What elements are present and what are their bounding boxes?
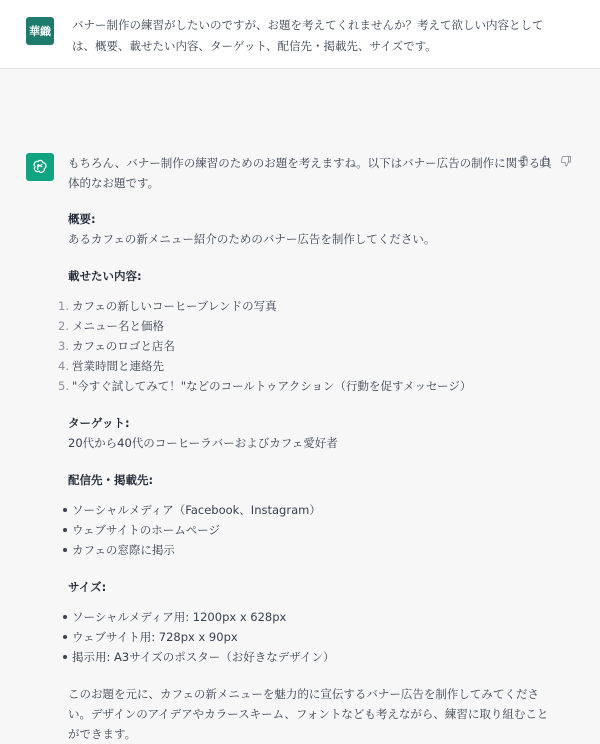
list-item (72, 647, 556, 667)
user-message-text: バナー制作の練習がしたいのですが、お題を考えてくれませんか？考えて欲しい内容としては、概要、載せたい内容、ターゲット、配信先・掲載先、サイズです。 (72, 18, 544, 53)
list-item-text: カフェの窓際に掲示 (72, 543, 175, 557)
thumbs-down-icon[interactable] (560, 155, 572, 167)
list-item-text: ソーシャルメディア用: 1200px x 628px (72, 610, 287, 624)
list-item-text: ウェブサイトのホームページ (72, 523, 221, 537)
user-avatar: 華織 (26, 17, 54, 45)
list-number: 3. (58, 339, 69, 353)
assistant-message (0, 69, 600, 741)
overview-text: あるカフェの新メニュー紹介のためのバナー広告を制作してください。 (68, 232, 436, 246)
target-section (68, 413, 556, 453)
bullet (63, 508, 67, 512)
target-text: 20代から40代のコーヒーラバーおよびカフェ愛好者 (68, 436, 338, 450)
overview-heading: 概要: (68, 212, 96, 226)
list-item-text: メニュー名と価格 (72, 319, 164, 333)
channels-section (68, 470, 556, 560)
list-number: 1. (58, 299, 69, 313)
list-item (58, 356, 556, 376)
list-item-text: カフェの新しいコーヒーブレンドの写真 (72, 299, 277, 313)
bullet (63, 528, 67, 532)
size-list (72, 607, 556, 667)
overview-section (68, 209, 556, 249)
content-section (58, 266, 556, 396)
bullet (63, 635, 67, 639)
list-item (72, 607, 556, 627)
list-item (58, 336, 556, 356)
channels-list (72, 500, 556, 560)
list-number: 4. (58, 359, 69, 373)
list-item-text: "今すぐ試してみて！"などのコールトゥアクション（行動を促すメッセージ） (72, 379, 472, 393)
list-item-text: ウェブサイト用: 728px x 90px (72, 630, 238, 644)
list-item (72, 520, 556, 540)
list-item-text: 営業時間と連絡先 (72, 359, 164, 373)
list-item-text: カフェのロゴと店名 (72, 339, 175, 353)
intro-text: もちろん、バナー制作の練習のためのお題を考えますね。以下はバナー広告の制作に関する具体的なお題です。 (68, 156, 552, 190)
list-number: 5. (58, 379, 69, 393)
bullet (63, 615, 67, 619)
list-item (72, 627, 556, 647)
list-item (58, 296, 556, 316)
bullet (63, 655, 67, 659)
assistant-message-content (58, 153, 556, 744)
list-item (72, 500, 556, 520)
list-number: 2. (58, 319, 69, 333)
list-item (58, 316, 556, 336)
channels-heading: 配信先・掲載先: (68, 473, 154, 487)
target-heading: ターゲット: (68, 416, 130, 430)
content-list (58, 296, 556, 396)
content-heading: 載せたい内容: (68, 269, 142, 283)
outro-text: このお題を元に、カフェの新メニューを魅力的に宣伝するバナー広告を制作してみてください。デザインのアイデアやカラースキーム、フォントなども考えながら、練習に取り組むことができます。 (68, 687, 549, 741)
list-item (58, 376, 556, 396)
size-heading: サイズ: (68, 580, 107, 594)
user-message (0, 0, 600, 69)
size-section (68, 577, 556, 667)
list-item-text: 掲示用: A3サイズのポスター（お好きなデザイン） (72, 650, 335, 664)
list-item-text: ソーシャルメディア（Facebook、Instagram） (72, 503, 321, 517)
openai-logo-icon (26, 153, 54, 181)
list-item (72, 540, 556, 560)
bullet (63, 548, 67, 552)
